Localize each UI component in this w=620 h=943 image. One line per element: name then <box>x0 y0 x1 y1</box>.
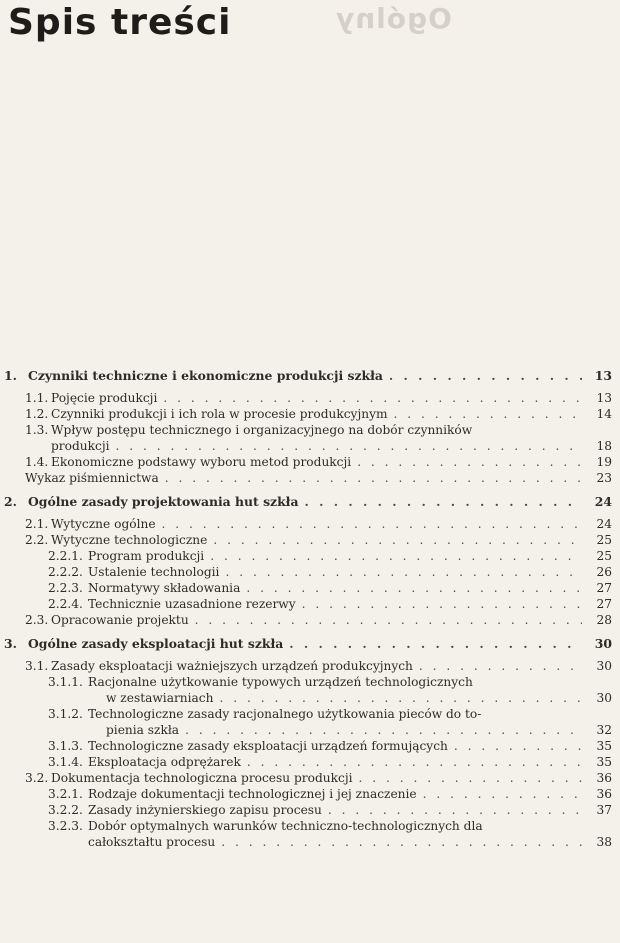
toc-subentry[interactable] <box>48 754 612 770</box>
dot-leader <box>419 658 582 674</box>
dot-leader <box>163 390 582 406</box>
entry-title: Opracowanie projektu <box>51 613 189 627</box>
chapter-title: Ogólne zasady projektowania hut szkła <box>28 494 299 509</box>
entry-number: 2.2. <box>25 533 49 547</box>
toc-subentry[interactable] <box>48 818 620 834</box>
toc-subentry[interactable] <box>48 596 612 612</box>
dot-leader <box>219 690 582 706</box>
chapter-number: 1. <box>4 368 17 383</box>
toc-subentry[interactable] <box>48 674 620 690</box>
toc-entry[interactable] <box>25 516 612 532</box>
entry-title: Wytyczne technologiczne <box>51 533 208 547</box>
toc-subentry[interactable] <box>48 738 612 754</box>
entry-title: Czynniki produkcji i ich rola w procesie produkcyjnym <box>51 407 388 421</box>
entry-number: 3.1.4. <box>48 755 83 769</box>
dot-leader <box>359 770 583 786</box>
dot-leader <box>213 532 582 548</box>
toc-chapter-3[interactable] <box>4 636 612 652</box>
toc-subentry[interactable] <box>48 786 612 802</box>
entry-title: Zasady inżynierskiego zapisu procesu <box>88 803 322 817</box>
entry-number: 3.1.1. <box>48 675 83 689</box>
entry-title: Technologiczne zasady eksploatacji urządzeń formujących <box>88 739 448 753</box>
toc-chapter-2[interactable] <box>4 494 612 510</box>
page-number: 37 <box>596 803 612 817</box>
entry-number: 2.3. <box>25 613 49 627</box>
chapter-title: Ogólne zasady eksploatacji hut szkła <box>28 636 284 651</box>
page-number: 28 <box>596 613 612 627</box>
chapter-number: 3. <box>4 636 17 651</box>
dot-leader <box>394 406 582 422</box>
dot-leader <box>304 494 582 510</box>
toc-chapter-1[interactable] <box>4 368 612 384</box>
entry-number: 1.3. <box>25 423 49 437</box>
entry-number: 2.2.4. <box>48 597 83 611</box>
entry-title: Normatywy składowania <box>88 581 241 595</box>
entry-number: 1.1. <box>25 391 49 405</box>
page-number: 30 <box>594 636 612 651</box>
entry-number: 3.1.3. <box>48 739 83 753</box>
toc-subentry-continuation[interactable] <box>88 834 612 850</box>
page-number: 36 <box>596 787 612 801</box>
entry-number: 3.1. <box>25 659 49 673</box>
entry-title: Dokumentacja technologiczna procesu produkcji <box>51 771 353 785</box>
page-number: 30 <box>596 659 612 673</box>
entry-title: Racjonalne użytkowanie typowych urządzeń technologicznych <box>88 675 473 689</box>
page-number: 14 <box>596 407 612 421</box>
page-number: 25 <box>596 549 612 563</box>
toc-entry[interactable] <box>25 406 612 422</box>
page-number: 13 <box>596 391 612 405</box>
entry-title: Eksploatacja odprężarek <box>88 755 241 769</box>
toc-entry[interactable] <box>25 532 612 548</box>
entry-title: Ekonomiczne podstawy wyboru metod produkcji <box>51 455 352 469</box>
dot-leader <box>302 596 582 612</box>
entry-title: Wykaz piśmiennictwa <box>25 471 159 485</box>
dot-leader <box>225 564 582 580</box>
dot-leader <box>454 738 582 754</box>
toc-entry[interactable] <box>25 422 620 438</box>
toc-subentry[interactable] <box>48 706 620 722</box>
page-number: 24 <box>596 517 612 531</box>
dot-leader <box>210 548 582 564</box>
page-title: Spis treści <box>8 2 232 43</box>
page-number: 36 <box>596 771 612 785</box>
dot-leader <box>289 636 582 652</box>
entry-number: 2.2.1. <box>48 549 83 563</box>
page-number: 26 <box>596 565 612 579</box>
entry-title: Technicznie uzasadnione rezerwy <box>88 597 296 611</box>
toc-entry[interactable] <box>25 470 612 486</box>
page-number: 30 <box>596 691 612 705</box>
entry-title: Wpływ postępu technicznego i organizacyjnego na dobór czynników <box>51 423 473 437</box>
entry-title-continuation: produkcji <box>51 439 110 453</box>
entry-number: 3.2.1. <box>48 787 83 801</box>
bleed-through-text: Ogólny <box>335 2 452 35</box>
page-number: 35 <box>596 755 612 769</box>
entry-number: 1.2. <box>25 407 49 421</box>
toc-entry[interactable] <box>25 770 612 786</box>
toc-subentry-continuation[interactable] <box>106 722 612 738</box>
entry-title: Zasady eksploatacji ważniejszych urządzeń produkcyjnych <box>51 659 413 673</box>
entry-title-continuation: pienia szkła <box>106 723 180 737</box>
dot-leader <box>357 454 582 470</box>
entry-title: Program produkcji <box>88 549 205 563</box>
toc-entry[interactable] <box>25 390 612 406</box>
page-number: 19 <box>596 455 612 469</box>
dot-leader <box>389 368 582 384</box>
entry-title: Wytyczne ogólne <box>51 517 156 531</box>
entry-title: Pojęcie produkcji <box>51 391 158 405</box>
entry-number: 3.2.2. <box>48 803 83 817</box>
chapter-number: 2. <box>4 494 17 509</box>
dot-leader <box>423 786 582 802</box>
toc-subentry-continuation[interactable] <box>106 690 612 706</box>
page-number: 32 <box>596 723 612 737</box>
dot-leader <box>247 754 582 770</box>
entry-number: 1.4. <box>25 455 49 469</box>
page-number: 18 <box>596 439 612 453</box>
entry-number: 2.2.3. <box>48 581 83 595</box>
toc-entry[interactable] <box>25 454 612 470</box>
dot-leader <box>185 722 582 738</box>
entry-number: 3.2. <box>25 771 49 785</box>
dot-leader <box>328 802 582 818</box>
entry-title-continuation: w zestawiarniach <box>106 691 214 705</box>
page-number: 27 <box>596 597 612 611</box>
dot-leader <box>246 580 582 596</box>
toc-subentry[interactable] <box>48 802 612 818</box>
chapter-title: Czynniki techniczne i ekonomiczne produkcji szkła <box>28 368 383 383</box>
entry-number: 3.2.3. <box>48 819 83 833</box>
toc-subentry[interactable] <box>48 564 612 580</box>
dot-leader <box>195 612 582 628</box>
entry-title-continuation: całokształtu procesu <box>88 835 216 849</box>
toc-entry-continuation[interactable] <box>51 438 612 454</box>
entry-title: Technologiczne zasady racjonalnego użytkowania pieców do to- <box>88 707 482 721</box>
toc-entry[interactable] <box>25 658 612 674</box>
page-number: 38 <box>596 835 612 849</box>
page-number: 27 <box>596 581 612 595</box>
toc-subentry[interactable] <box>48 580 612 596</box>
entry-title: Ustalenie technologii <box>88 565 220 579</box>
toc-entry[interactable] <box>25 612 612 628</box>
page-number: 25 <box>596 533 612 547</box>
dot-leader <box>221 834 582 850</box>
entry-number: 3.1.2. <box>48 707 83 721</box>
page-number: 35 <box>596 739 612 753</box>
dot-leader <box>165 470 582 486</box>
entry-number: 2.2.2. <box>48 565 83 579</box>
toc-subentry[interactable] <box>48 548 612 564</box>
entry-title: Dobór optymalnych warunków techniczno-technologicznych dla <box>88 819 483 833</box>
entry-number: 2.1. <box>25 517 49 531</box>
entry-title: Rodzaje dokumentacji technologicznej i jej znaczenie <box>88 787 417 801</box>
page-number: 13 <box>594 368 612 383</box>
page-number: 23 <box>596 471 612 485</box>
table-of-contents <box>0 368 620 850</box>
dot-leader <box>162 516 582 532</box>
page-number: 24 <box>594 494 612 509</box>
dot-leader <box>116 438 582 454</box>
